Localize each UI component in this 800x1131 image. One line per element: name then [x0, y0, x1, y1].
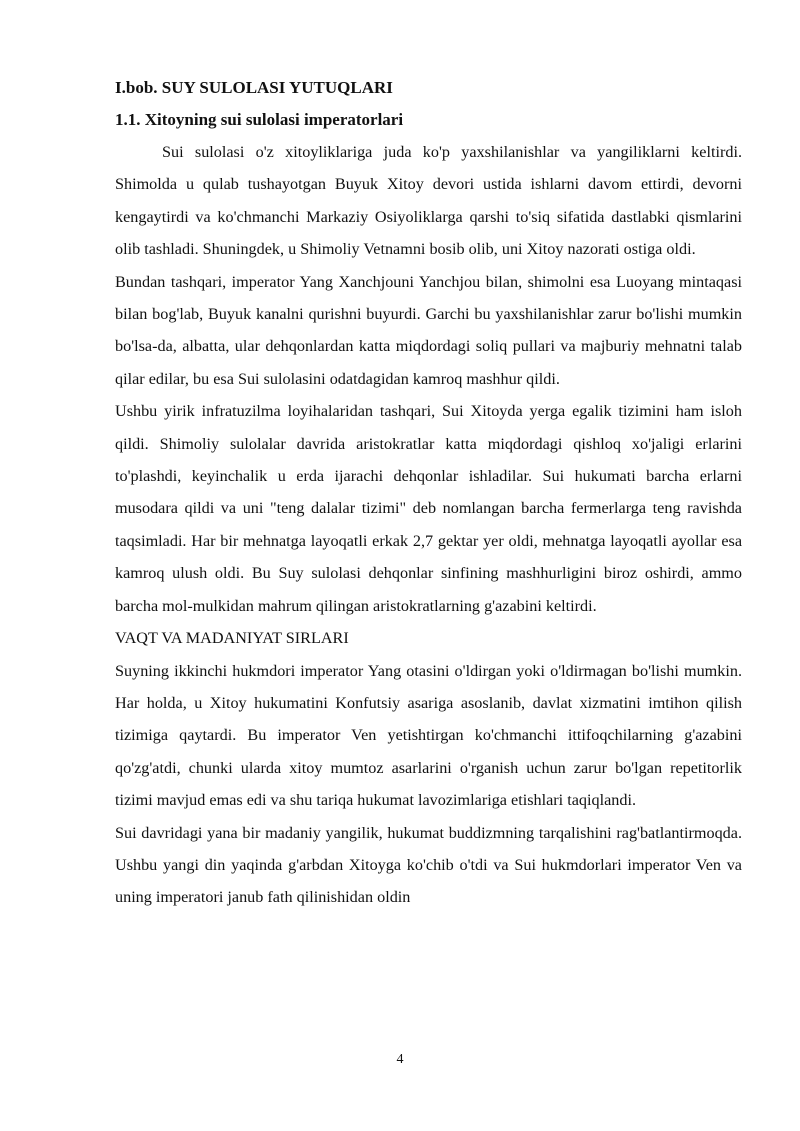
chapter-title: I.bob. SUY SULOLASI YUTUQLARI [115, 78, 393, 97]
paragraph-4: Suyning ikkinchi hukmdori imperator Yang otasini o'ldirgan yoki o'ldirmagan bo'lishi mumkin. Har holda, u Xitoy hukumatini Konfutsiy asariga asoslanib, davlat xizmatini imtihon qilish tizimiga qaytardi. Bu imperator Ven yetishtirgan ko'chmanchi ittifoqchilarning g'azabini qo'zg'atdi, chunki ularda xitoy mumtoz asarlarini o'rganish uchun zarur bo'lgan repetitorlik tizimi mavjud emas edi va shu tariqa hukumat lavozimlariga etishlari taqiqlandi. [115, 661, 742, 810]
page-number: 4 [396, 1052, 404, 1067]
subheading: VAQT VA MADANIYAT SIRLARI [115, 629, 349, 648]
paragraph-5: Sui davridagi yana bir madaniy yangilik, hukumat buddizmning tarqalishini rag'batlantirmoqda. Ushbu yangi din yaqinda g'arbdan Xitoyga ko'chib o'tdi va Sui hukmdorlari imperator Ven va uning imperatori janub fath qilinishidan oldin [115, 823, 742, 907]
paragraph-2: Bundan tashqari, imperator Yang Xanchjouni Yanchjou bilan, shimolni esa Luoyang mintaqasi bilan bog'lab, Buyuk kanalni qurishni buyurdi. Garchi bu yaxshilanishlar zarur bo'lishi mumkin bo'lsa-da, albatta, ular dehqonlardan katta miqdordagi soliq pullari va majburiy mehnatni talab qilar edilar, bu esa Sui sulolasini odatdagidan kamroq mashhur qildi. [115, 272, 742, 388]
section-title: 1.1. Xitoyning sui sulolasi imperatorlari [115, 110, 404, 129]
paragraph-3: Ushbu yirik infratuzilma loyihalaridan tashqari, Sui Xitoyda yerga egalik tizimini ham isloh qildi. Shimoliy sulolalar davrida aristokratlar katta miqdordagi qishloq xo'jaligi erlarini to'plashdi, keyinchalik u erda ijarachi dehqonlar ishladilar. Sui hukumati barcha erlarni musodara qildi va uni "teng dalalar tizimi" deb nomlangan barcha fermerlarga teng ravishda taqsimladi. Har bir mehnatga layoqatli erkak 2,7 gektar yer oldi, mehnatga layoqatli ayollar esa kamroq ulush oldi. Bu Suy sulolasi dehqonlar sinfining mashhurligini biroz oshirdi, ammo barcha mol-mulkidan mahrum qilingan aristokratlarning g'azabini keltirdi. [115, 402, 742, 615]
document-page [115, 72, 742, 914]
paragraph-1: Sui sulolasi o'z xitoyliklariga juda ko'p yaxshilanishlar va yangiliklarni keltirdi. Shimolda u qulab tushayotgan Buyuk Xitoy devori ustida ishlarni davom ettirdi, devorni kengaytirdi va ko'chmanchi Markaziy Osiyoliklarga qarshi to'siq sifatida dastlabki qismlarini olib tashladi. Shuningdek, u Shimoliy Vetnamni bosib olib, uni Xitoy nazorati ostiga oldi. [115, 143, 742, 259]
